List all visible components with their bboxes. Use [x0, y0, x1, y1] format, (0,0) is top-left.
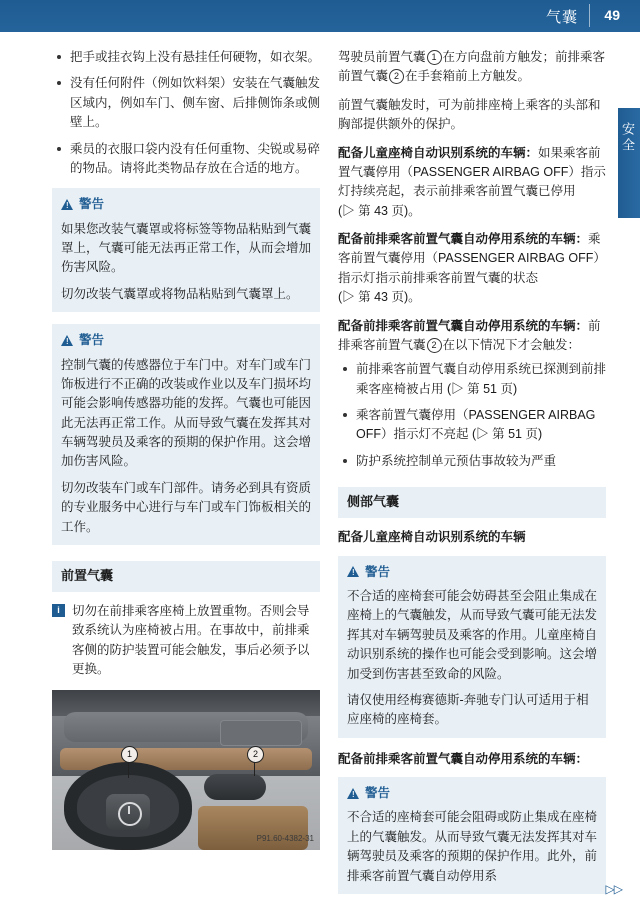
list-item: 把手或挂衣钩上没有悬挂任何硬物，如衣架。 [68, 48, 320, 67]
side-tab-label: 安全 [620, 122, 635, 154]
header-title: 气囊 [545, 9, 578, 26]
page-number: 49 [604, 7, 620, 23]
warning-box-4 [338, 777, 606, 894]
paragraph-auto-deactivation-2 [338, 317, 606, 356]
side-tab-safety [618, 108, 640, 218]
list-item [354, 360, 606, 399]
section-heading-side-airbags: 侧部气囊 [338, 487, 606, 518]
warning-box-1 [52, 188, 320, 312]
warning-triangle-icon [61, 335, 74, 347]
header-divider [589, 4, 590, 27]
note-text: 切勿在前排乘客座椅上放置重物。否则会导致系统认为座椅被占用。在事故中，前排乘客侧的防护装置可能会触发，事后必须予以更换。 [72, 604, 310, 677]
figure-code: P91.60-4382-31 [256, 834, 314, 844]
bold-lead-2: 配备前排乘客前置气囊自动停用系统的车辆： [338, 232, 589, 246]
intro-part3: 在手套箱前上方触发。 [405, 69, 531, 84]
warning-text: 如果您改装气囊罩或将标签等物品粘贴到气囊罩上，气囊可能无法再正常工作，从而会增加伤害风险。 [61, 221, 312, 275]
warning-text: 请仅使用经梅赛德斯-奔驰专门认可适用于相应座椅的座椅套。 [347, 692, 589, 727]
text-3-pre: 前排乘客前置气囊 [338, 318, 601, 352]
left-column [52, 48, 320, 850]
page-reference: (▷ 第 51 页) [447, 381, 518, 396]
warning-triangle-icon [347, 788, 360, 800]
inline-callout-2: 2 [389, 69, 404, 84]
illustration-cockpit [52, 690, 320, 850]
warning-header [61, 195, 311, 214]
warning-title: 警告 [365, 786, 391, 801]
warning-box-2 [52, 324, 320, 545]
warning-title: 警告 [79, 197, 105, 212]
warning-header [347, 784, 597, 803]
list-item: 没有任何附件（例如饮料架）安装在气囊触发区域内，例如车门、侧车窗、后排侧饰条或侧壁上。 [68, 74, 320, 132]
left-bullet-list [52, 48, 320, 178]
intro-paragraph [338, 48, 606, 87]
right-column [338, 48, 606, 906]
inline-callout-2b: 2 [427, 338, 442, 353]
warning-text: 切勿改装车门或车门部件。请务必到具有资质的专业服务中心进行与车门或车门饰板相关的工作。 [61, 480, 312, 534]
warning-text: 切勿改装气囊罩或将物品粘贴到气囊罩上。 [61, 286, 299, 301]
callout-2: 2 [247, 746, 264, 763]
warning-header [347, 563, 597, 582]
text-2: 乘客前置气囊停用（PASSENGER AIRBAG OFF）指示灯指示前排乘客前置气囊的状态 [338, 232, 606, 285]
list-item [354, 452, 606, 471]
page-reference-2: (▷ 第 43 页)。 [338, 290, 421, 305]
warning-title: 警告 [365, 564, 391, 579]
note-box [52, 602, 320, 680]
warning-header [61, 331, 311, 350]
display-screen-shape [220, 720, 302, 746]
warning-triangle-icon [61, 199, 74, 211]
bold-lead-3: 配备前排乘客前置气囊自动停用系统的车辆： [338, 318, 589, 333]
right-bullet-list [338, 360, 606, 471]
list-item [354, 406, 606, 445]
warning-text: 不合适的座椅套可能会妨碍甚至会阻止集成在座椅上的气囊触发，从而导致气囊可能无法发挥其对车辆驾驶员及乘客的作用。儿童座椅自动识别系统的操作也可能会受到影响。这会增加受到伤害甚至致命的风险。 [347, 589, 598, 681]
list-item-text: 防护系统控制单元预估事故较为严重 [356, 453, 557, 468]
list-item-text: 前排乘客前置气囊自动停用系统已探测到前排乘客座椅被占用 [356, 362, 607, 396]
paragraph-child-seat-recognition [338, 144, 606, 222]
list-item-text: 乘客前置气囊停用（PASSENGER AIRBAG OFF）指示灯不亮起 [356, 408, 596, 442]
intro-part1: 驾驶员前置气囊 [338, 50, 426, 64]
text-3-post: 在以下情况下才会触发： [442, 337, 581, 352]
list-item: 乘员的衣服口袋内没有任何重物、尖锐或易碎的物品。请将此类物品存放在合适的地方。 [68, 140, 320, 179]
intro-part2: 在方向盘前方触发；前排乘客前置气囊 [338, 50, 606, 84]
info-icon: i [52, 604, 65, 617]
subheading-child-seat-vehicles: 配备儿童座椅自动识别系统的车辆 [338, 530, 526, 545]
paragraph-auto-deactivation-1 [338, 230, 606, 308]
warning-text: 控制气囊的传感器位于车门中。对车门或车门饰板进行不正确的改装或作业以及车门损坏均可能会影响传感器功能的发挥。气囊也可能因此无法再正常工作。从而导致气囊在发挥其对车辆驾驶员及乘客的预期的保护作用。这会增加伤害风险。 [61, 357, 312, 469]
bold-lead-1: 配备儿童座椅自动识别系统的车辆： [338, 145, 539, 160]
page-reference: (▷ 第 51 页) [471, 427, 543, 442]
warning-title: 警告 [79, 333, 105, 348]
callout-1: 1 [121, 746, 138, 763]
mercedes-star-icon [118, 802, 142, 826]
text-1: 如果乘客前置气囊停用（PASSENGER AIRBAG OFF）指示灯持续亮起，表示前排乘客前置气囊已停用 [338, 145, 606, 199]
page-header [0, 0, 640, 32]
warning-box-3 [338, 556, 606, 738]
warning-triangle-icon [347, 566, 360, 578]
inline-callout-1: 1 [427, 50, 442, 65]
subheading-auto-deactivation-vehicles: 配备前排乘客前置气囊自动停用系统的车辆： [338, 751, 589, 766]
paragraph-protection: 前置气囊触发时，可为前排座椅上乘客的头部和胸部提供额外的保护。 [338, 97, 601, 132]
page-reference-1: (▷ 第 43 页)。 [338, 203, 421, 218]
warning-text: 不合适的座椅套可能会阻碍或防止集成在座椅上的气囊触发。从而导致气囊无法发挥其对车辆驾驶员及乘客的预期的保护作用。此外，前排乘客前置气囊自动停用系 [347, 810, 598, 883]
air-vents-shape [204, 774, 266, 800]
footer-continuation-arrows: ▷▷ [605, 882, 622, 896]
section-heading-front-airbags: 前置气囊 [52, 561, 320, 592]
